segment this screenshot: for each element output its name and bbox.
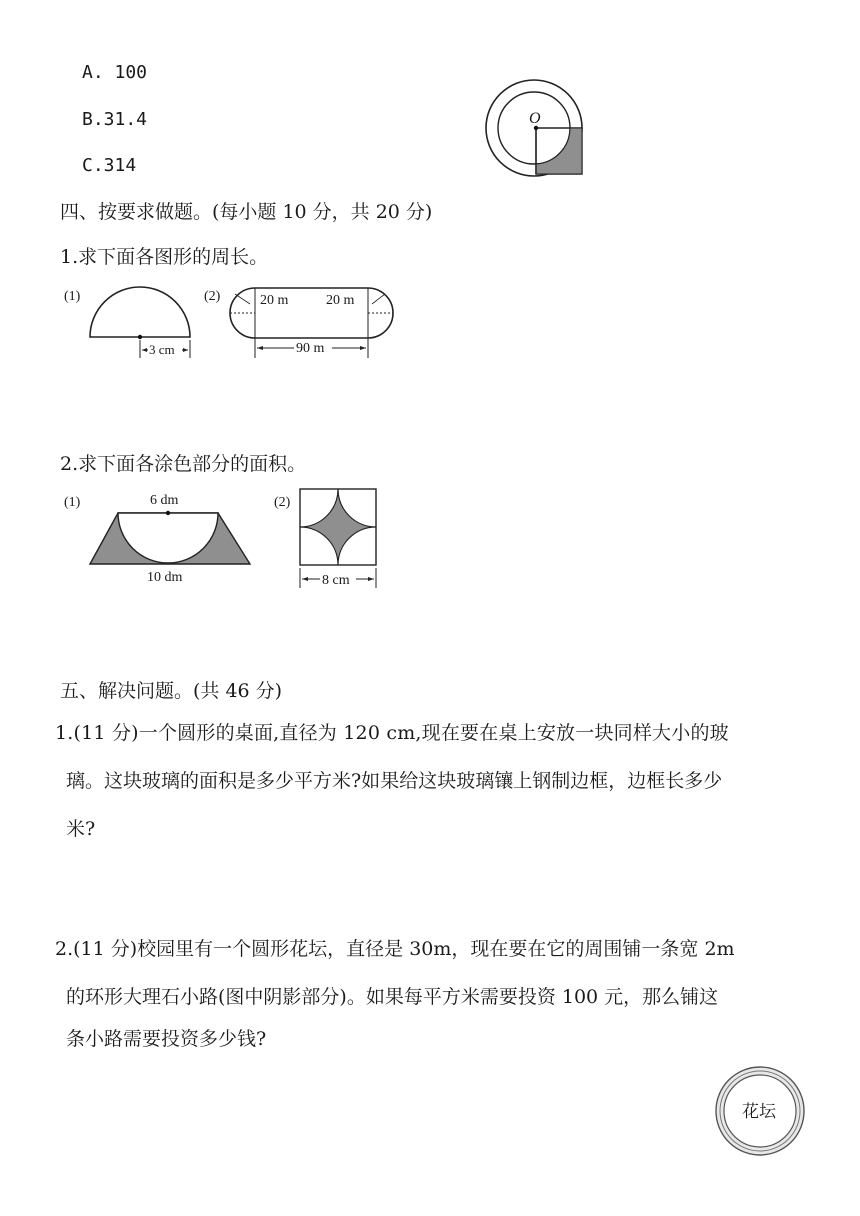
problem2-line2: 的环形大理石小路(图中阴影部分)。如果每平方米需要投资 100 元，那么铺这: [66, 986, 719, 1008]
trapezoid-figure: [60, 488, 270, 588]
dim-label: 6 dm: [150, 493, 179, 508]
dim-label: 8 cm: [322, 573, 350, 588]
option-a: A. 100: [82, 62, 148, 83]
problem2-line1: 2.(11 分)校园里有一个圆形花坛，直径是 30m，现在要在它的周围铺一条宽 2m: [55, 938, 735, 960]
circle-square-figure: [482, 76, 588, 180]
problem1-line3: 米?: [66, 818, 96, 840]
option-b: B.31.4: [82, 109, 148, 130]
problem1-line1: 1.(11 分)一个圆形的桌面,直径为 120 cm,现在要在桌上安放一块同样大小的玻: [55, 722, 729, 744]
square-quarter-circles-figure: [272, 486, 382, 592]
fig-tag: (1): [64, 289, 81, 304]
dim-label: 90 m: [296, 341, 325, 356]
flower-bed-label: 花坛: [742, 1102, 776, 1122]
fig-tag: (2): [204, 289, 221, 304]
problem2-line3: 条小路需要投资多少钱?: [66, 1028, 267, 1050]
dim-label: 20 m: [326, 293, 355, 308]
dim-label: 20 m: [260, 293, 289, 308]
section5-title: 五、解决问题。(共 46 分): [60, 680, 283, 702]
section4-title: 四、按要求做题。(每小题 10 分，共 20 分): [60, 201, 433, 223]
problem1-line2: 璃。这块玻璃的面积是多少平方米?如果给这块玻璃镶上钢制边框，边框长多少: [66, 770, 723, 792]
fig-tag: (1): [64, 495, 81, 510]
fig-tag: (2): [274, 495, 291, 510]
option-c: C.314: [82, 155, 137, 176]
circle-center-label: O: [529, 110, 541, 127]
section4-q2-prompt: 2.求下面各涂色部分的面积。: [60, 453, 307, 475]
flower-bed-figure: [713, 1064, 807, 1158]
semicircle-figure: [60, 282, 200, 362]
racetrack-figure: [200, 282, 400, 362]
dim-label: 3 cm: [149, 342, 175, 357]
section4-q1-prompt: 1.求下面各图形的周长。: [60, 246, 269, 268]
dim-label: 10 dm: [147, 570, 183, 585]
